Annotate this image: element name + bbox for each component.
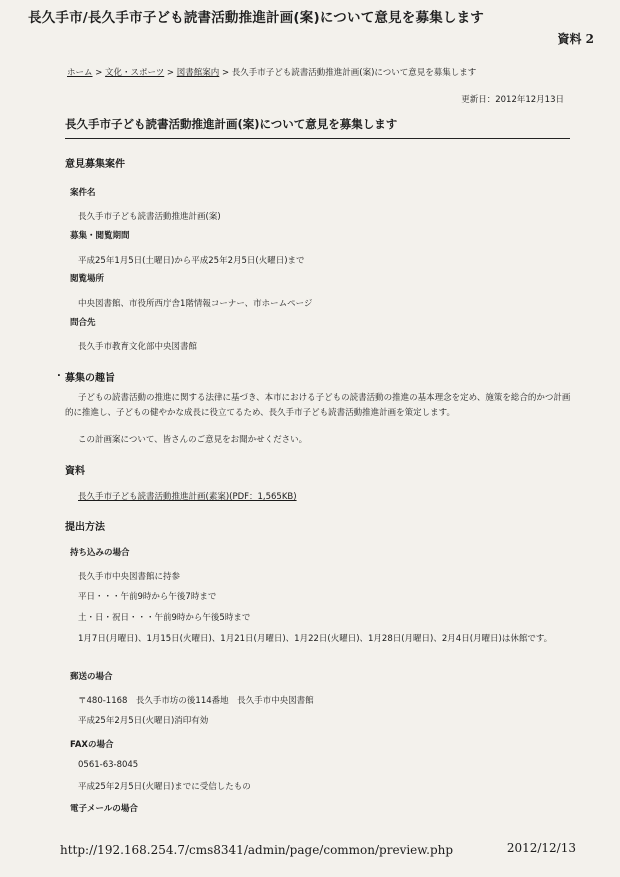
weekday-hours: 平日・・・午前9時から午後7時まで	[78, 592, 217, 602]
materials-pdf-link[interactable]: 長久手市子ども読書活動推進計画(素案)(PDF：1,565KB)	[78, 492, 297, 502]
purpose-request: この計画案について、皆さんのご意見をお聞かせください。	[78, 435, 308, 445]
updated-date: 更新日：2012年12月13日	[461, 95, 564, 105]
print-footer-date: 2012/12/13	[506, 841, 576, 855]
section-heading-recruit: 意見募集案件	[65, 159, 125, 170]
breadcrumb-library-link[interactable]: 図書館案内	[176, 68, 220, 78]
breadcrumb-current: > 長久手市子ども読書活動推進計画(案)について意見を募集します	[219, 68, 477, 78]
breadcrumb-separator: >	[92, 68, 106, 78]
purpose-paragraph: 子どもの読書活動の推進に関する法律に基づき、本市における子どもの読書活動の推進の基本理念を定め、施策を総合的かつ計画的に推進し、子どもの健やかな成長に役立てるため、長久手市子ども読書活動推進計画を策定します。	[65, 393, 571, 418]
bullet-dot: .	[57, 368, 61, 379]
section-heading-submit: 提出方法	[65, 522, 105, 533]
section-heading-materials: 資料	[65, 466, 85, 477]
section-heading-purpose: 募集の趣旨	[65, 373, 115, 384]
mail-deadline: 平成25年2月5日(火曜日)消印有効	[78, 716, 209, 726]
mail-address: 〒480-1168 長久手市坊の後114番地 長久手市中央図書館	[78, 696, 314, 706]
bring-in-label: 持ち込みの場合	[70, 548, 130, 558]
mail-label: 郵送の場合	[70, 672, 113, 682]
contact-label: 問合先	[70, 318, 96, 328]
print-page-header: 長久手市/長久手市子ども読書活動推進計画(案)について意見を募集します	[28, 10, 484, 26]
page-title: 長久手市子ども読書活動推進計画(案)について意見を募集します	[65, 116, 570, 139]
fax-number: 0561-63-8045	[78, 760, 139, 770]
breadcrumb	[67, 66, 476, 78]
materials-line	[78, 490, 297, 502]
period-label: 募集・閲覧期間	[70, 231, 130, 241]
breadcrumb-culture-link[interactable]: 文化・スポーツ	[105, 68, 165, 78]
breadcrumb-home-link[interactable]: ホーム	[67, 68, 93, 78]
bring-in-place: 長久手市中央図書館に持参	[78, 572, 181, 582]
print-footer-url: http://192.168.254.7/cms8341/admin/page/common/preview.php	[60, 843, 454, 857]
document-number-label: 資料 2	[557, 32, 594, 46]
viewing-place-value: 中央図書館、市役所西庁舎1階情報コーナー、市ホームページ	[78, 299, 313, 309]
weekend-hours: 土・日・祝日・・・午前9時から午後5時まで	[78, 613, 251, 623]
contact-value: 長久手市教育文化部中央図書館	[78, 342, 198, 352]
email-label: 電子メールの場合	[70, 804, 138, 814]
case-name-label: 案件名	[70, 188, 96, 198]
case-name-value: 長久手市子ども読書活動推進計画(案)	[78, 212, 221, 222]
period-value: 平成25年1月5日(土曜日)から平成25年2月5日(火曜日)まで	[78, 256, 305, 266]
fax-label: FAXの場合	[70, 740, 114, 750]
viewing-place-label: 閲覧場所	[70, 274, 105, 284]
fax-deadline: 平成25年2月5日(火曜日)までに受信したもの	[78, 782, 251, 792]
breadcrumb-separator: >	[164, 68, 177, 78]
closed-days: 1月7日(月曜日)、1月15日(火曜日)、1月21日(月曜日)、1月22日(火曜日)、1月28日(月曜日)、2月4日(月曜日)は休館です。	[78, 634, 553, 644]
